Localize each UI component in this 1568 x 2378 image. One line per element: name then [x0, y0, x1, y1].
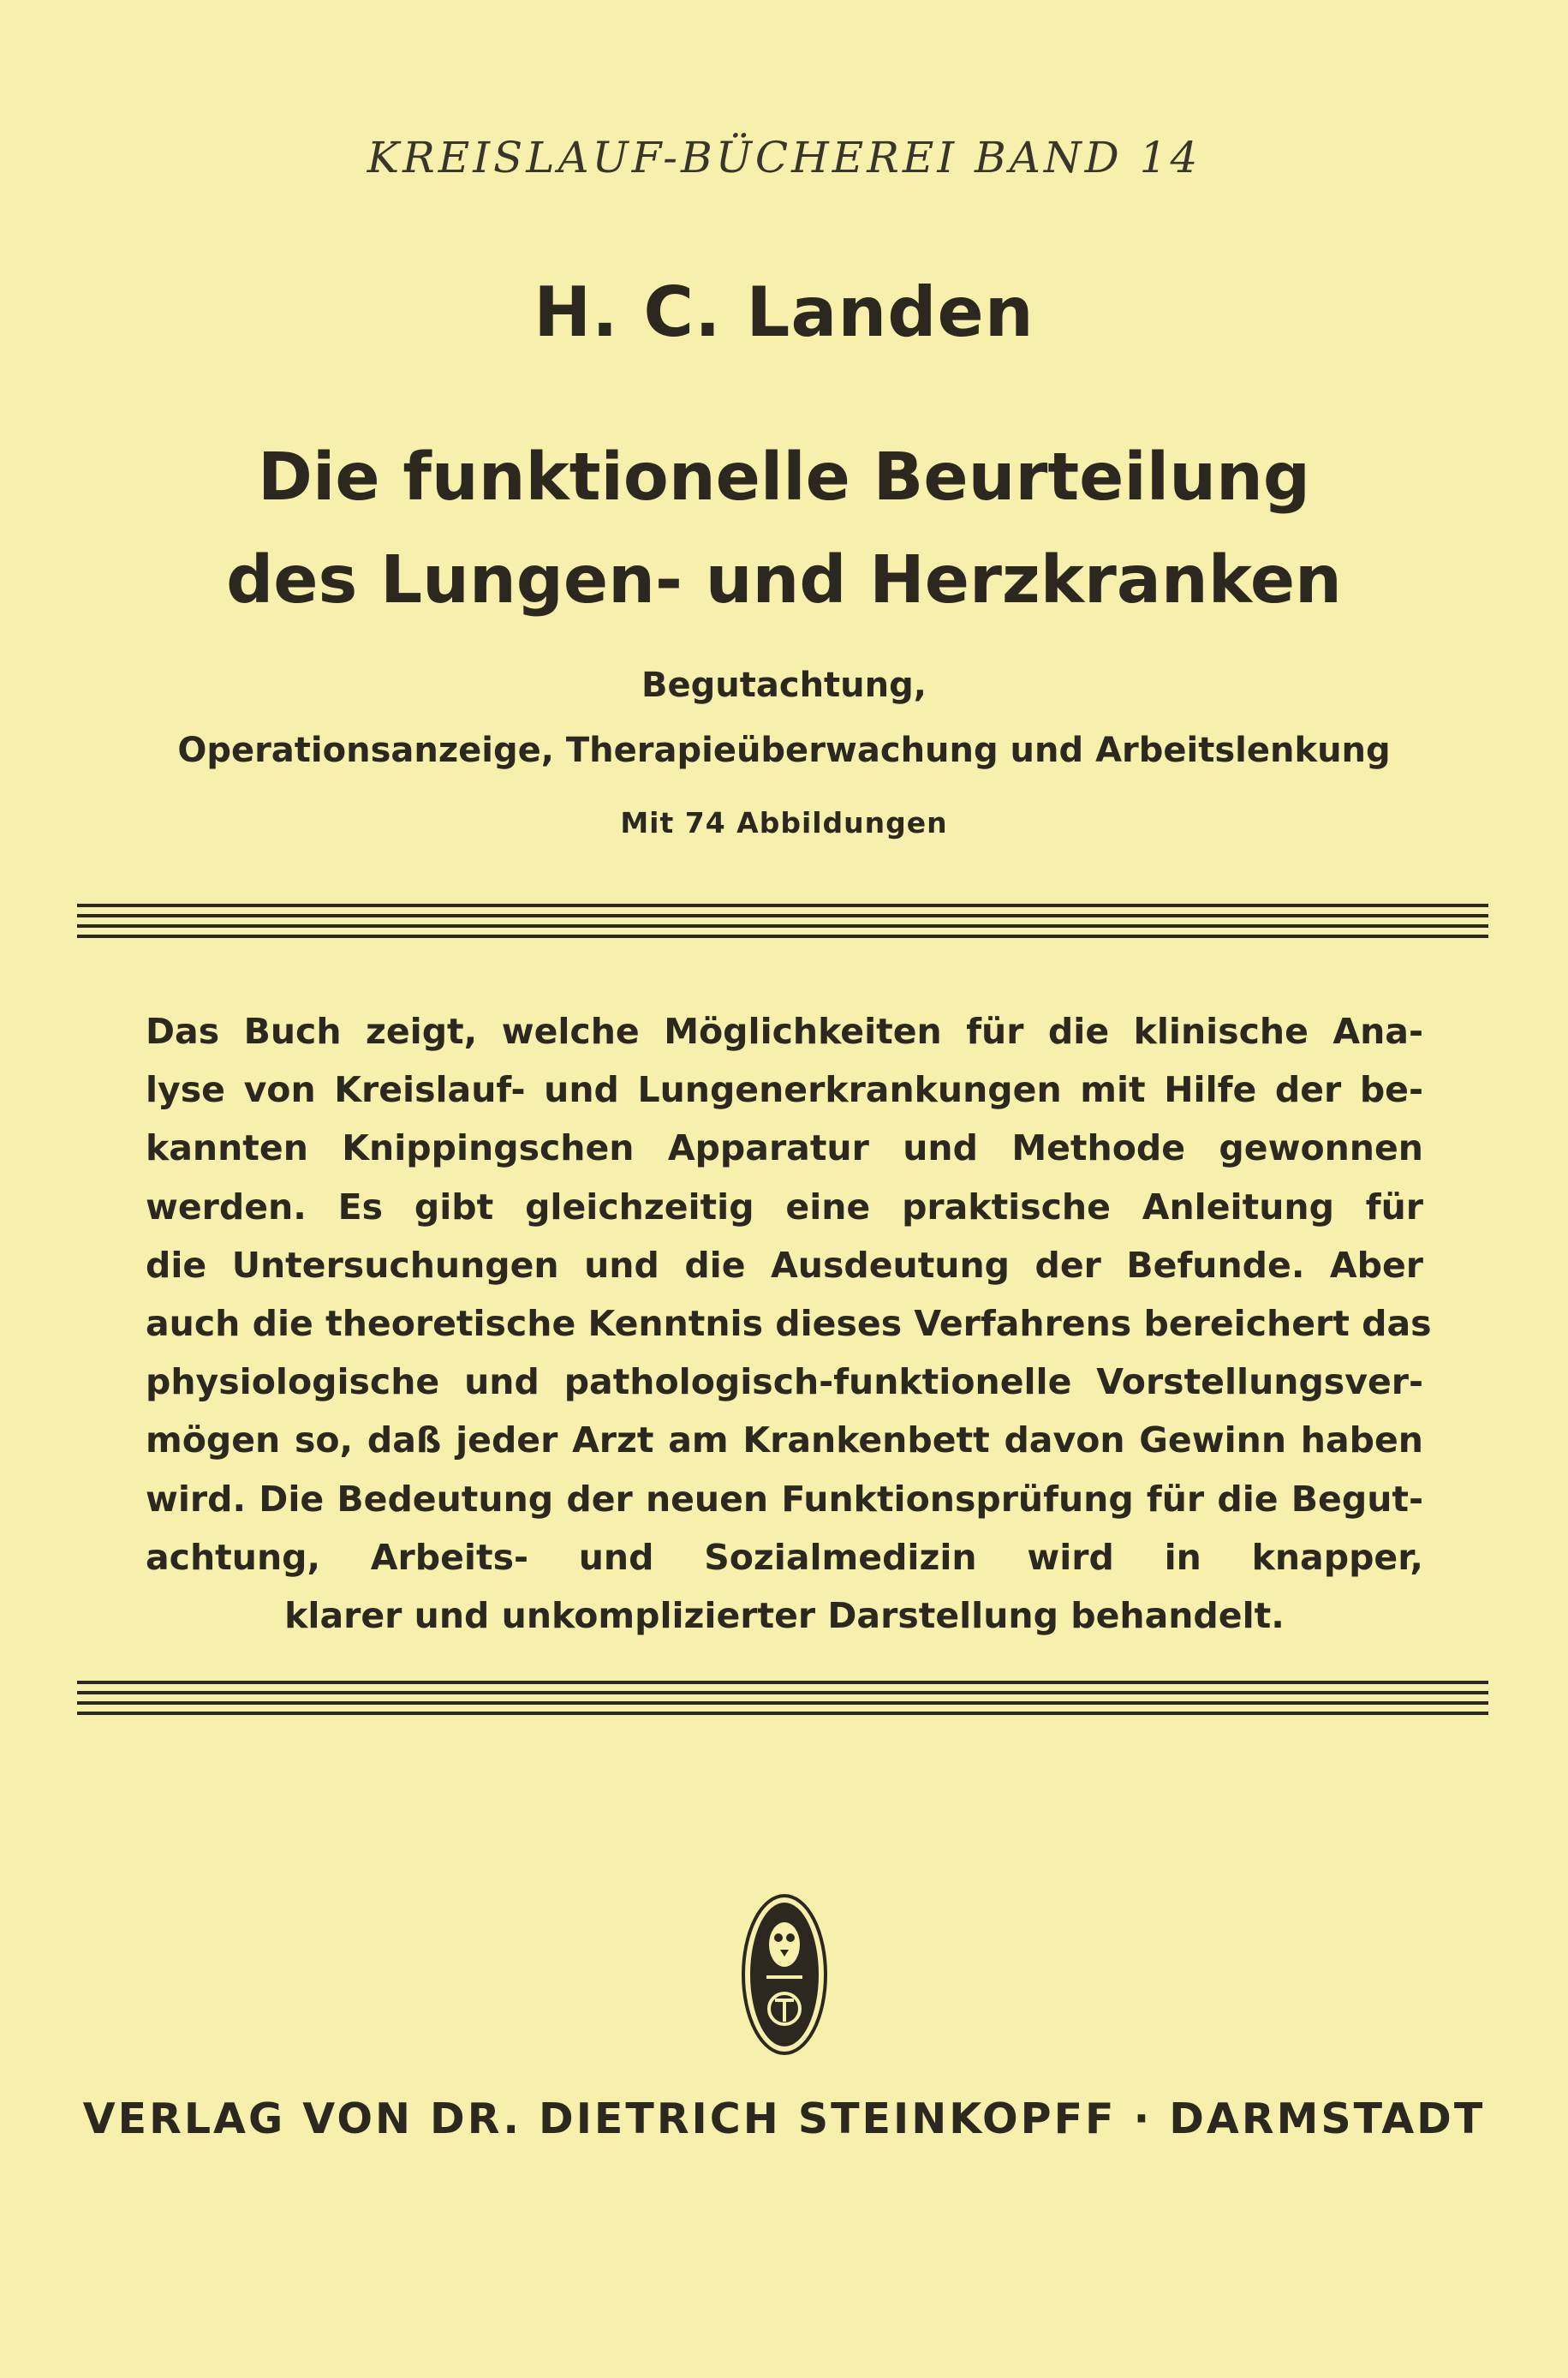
- book-title-line-2: des Lungen- und Herzkranken: [226, 542, 1342, 618]
- decorative-rule-bottom: [77, 1681, 1488, 1725]
- publisher-line: VERLAG VON DR. DIETRICH STEINKOPFF · DARMSTADT: [82, 2094, 1486, 2143]
- book-subtitle-line-1: Begutachtung,: [641, 666, 927, 705]
- blurb-line: die Untersuchungen und die Ausdeutung der Befunde. Aber: [146, 1244, 1423, 1286]
- blurb-line: klarer und unkomplizierter Darstellung behandelt.: [284, 1595, 1285, 1637]
- publisher-emblem-icon: [741, 1893, 828, 2056]
- blurb-line: wird. Die Bedeutung der neuen Funktionsprüfung für die Begut-: [146, 1478, 1423, 1520]
- blurb-line: physiologische und pathologisch-funktionelle Vorstellungsver-: [146, 1361, 1423, 1403]
- series-title: KREISLAUF-BÜCHEREI BAND 14: [367, 133, 1201, 182]
- blurb-line: kannten Knippingschen Apparatur und Methode gewonnen: [146, 1127, 1423, 1169]
- blurb-line: werden. Es gibt gleichzeitig eine praktische Anleitung für: [146, 1186, 1423, 1228]
- blurb-line: lyse von Kreislauf- und Lungenerkrankungen mit Hilfe der be-: [146, 1069, 1423, 1111]
- blurb-line: achtung, Arbeits- und Sozialmedizin wird in knapper,: [146, 1536, 1423, 1578]
- blurb-line: mögen so, daß jeder Arzt am Krankenbett davon Gewinn haben: [146, 1419, 1423, 1461]
- illustrations-note: Mit 74 Abbildungen: [620, 806, 948, 839]
- blurb-line: auch die theoretische Kenntnis dieses Verfahrens bereichert das: [146, 1303, 1432, 1345]
- book-title: [0, 427, 1568, 632]
- book-title-line-1: Die funktionelle Beurteilung: [258, 439, 1310, 516]
- decorative-rule-top: [77, 904, 1488, 948]
- author-name: H. C. Landen: [534, 272, 1034, 352]
- book-subtitle: [0, 653, 1568, 783]
- blurb-text: [146, 1002, 1432, 1645]
- blurb-line: Das Buch zeigt, welche Möglichkeiten für die klinische Ana-: [146, 1011, 1423, 1052]
- book-subtitle-line-2: Operationsanzeige, Therapieüberwachung und Arbeitslenkung: [177, 731, 1391, 770]
